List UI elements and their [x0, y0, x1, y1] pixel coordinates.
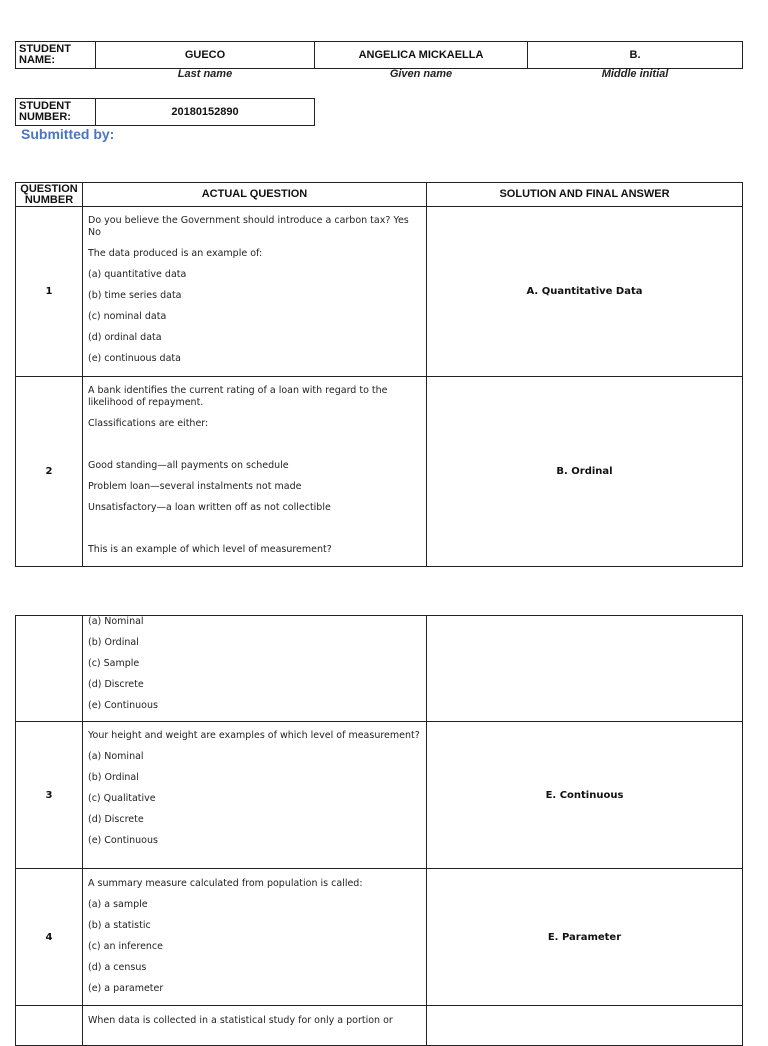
question-line: A bank identifies the current rating of a loan with regard to the likelihood of repayment. [88, 385, 388, 408]
question-row-1 [16, 207, 743, 377]
questions-table-page2 [15, 615, 743, 1046]
student-number-table [15, 98, 315, 126]
option-e: (e) Continuous [88, 835, 158, 846]
option-c: (c) an inference [88, 941, 163, 952]
question-number-empty [16, 1006, 83, 1046]
question-number: 3 [16, 722, 83, 869]
option-e: (e) Continuous [88, 700, 158, 711]
question-number: 1 [16, 207, 83, 377]
questions-table-page1 [15, 182, 743, 567]
option-b: (b) Ordinal [88, 772, 139, 783]
middle-initial-caption: Middle initial [601, 68, 669, 80]
option-c: (c) nominal data [88, 311, 167, 322]
header-question-number: QUESTION NUMBER [16, 183, 83, 207]
student-name-label: STUDENT NAME: [16, 42, 96, 69]
option-b: (b) Ordinal [88, 637, 139, 648]
answer: B. Ordinal [427, 377, 743, 567]
option-d: (d) a census [88, 962, 147, 973]
classification-line: Good standing—all payments on schedule [88, 460, 289, 471]
question-row-2 [16, 377, 743, 567]
option-b: (b) a statistic [88, 920, 151, 931]
question-line: A summary measure calculated from population is called: [88, 878, 363, 889]
option-a: (a) Nominal [88, 751, 144, 762]
question-line: The data produced is an example of: [88, 248, 263, 259]
answer: A. Quantitative Data [427, 207, 743, 377]
option-c: (c) Qualitative [88, 793, 156, 804]
question-line: Classifications are either: [88, 418, 209, 429]
header-actual-question: ACTUAL QUESTION [83, 183, 427, 207]
question-text [83, 616, 427, 722]
option-d: (d) Discrete [88, 814, 144, 825]
question-text [83, 377, 427, 567]
given-name-value: ANGELICA MICKAELLA [315, 42, 528, 69]
student-name-table [15, 41, 743, 69]
answer: E. Continuous [427, 722, 743, 869]
question-line: Do you believe the Government should introduce a carbon tax? Yes No [88, 215, 409, 238]
given-name-caption: Given name [389, 68, 453, 80]
question-row-4 [16, 869, 743, 1006]
question-line: This is an example of which level of measurement? [88, 544, 332, 555]
question-line: Your height and weight are examples of which level of measurement? [88, 730, 420, 741]
question-row-5 [16, 1006, 743, 1046]
classification-line: Unsatisfactory—a loan written off as not collectible [88, 502, 331, 513]
header-solution: SOLUTION AND FINAL ANSWER [427, 183, 743, 207]
question-row-3 [16, 722, 743, 869]
option-a: (a) Nominal [88, 616, 144, 627]
option-a: (a) quantitative data [88, 269, 187, 280]
classification-line: Problem loan—several instalments not made [88, 481, 302, 492]
last-name-caption: Last name [177, 68, 233, 80]
question-row-2-continued [16, 616, 743, 722]
question-text [83, 207, 427, 377]
student-number-value: 20180152890 [96, 99, 315, 126]
middle-initial-value: B. [528, 42, 743, 69]
option-e: (e) continuous data [88, 353, 181, 364]
question-text [83, 869, 427, 1006]
option-a: (a) a sample [88, 899, 148, 910]
answer: E. Parameter [427, 869, 743, 1006]
question-text [83, 722, 427, 869]
question-text [83, 1006, 427, 1046]
question-number-empty [16, 616, 83, 722]
option-c: (c) Sample [88, 658, 140, 669]
option-d: (d) Discrete [88, 679, 144, 690]
option-e: (e) a parameter [88, 983, 164, 994]
question-number: 4 [16, 869, 83, 1006]
student-number-label: STUDENT NUMBER: [16, 99, 96, 126]
option-b: (b) time series data [88, 290, 182, 301]
option-d: (d) ordinal data [88, 332, 162, 343]
answer-empty [427, 1006, 743, 1046]
submitted-by-heading: Submitted by: [21, 126, 115, 142]
question-line: When data is collected in a statistical study for only a portion or [88, 1015, 393, 1026]
answer-empty [427, 616, 743, 722]
last-name-value: GUECO [96, 42, 315, 69]
question-number: 2 [16, 377, 83, 567]
